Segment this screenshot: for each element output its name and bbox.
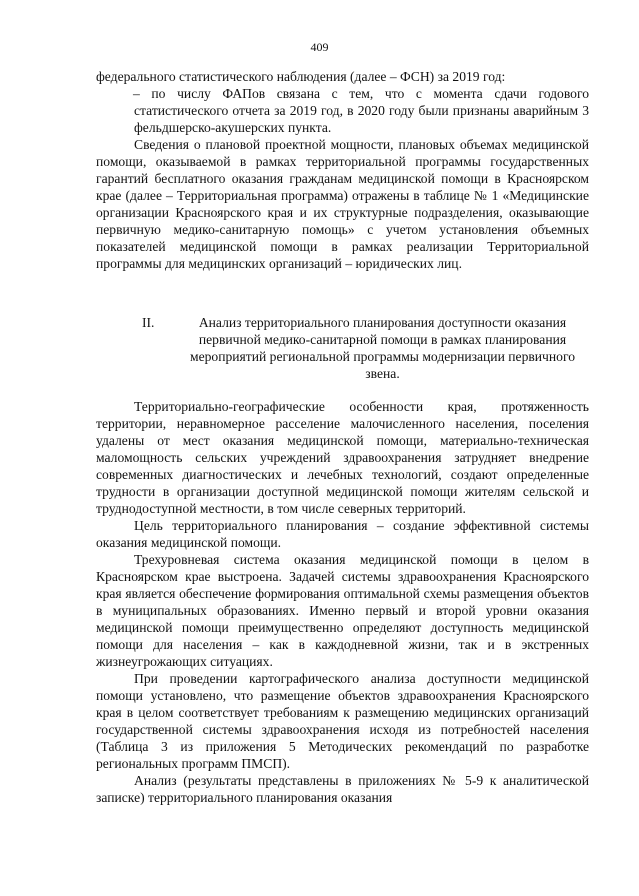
paragraph-fsn-continuation: федерального статистического наблюдения (далее – ФСН) за 2019 год: bbox=[96, 69, 506, 84]
paragraph-three-level-system: Трехуровневая система оказания медицинской помощи в целом в Красноярском крае выстроена. Задачей системы здравоохранения Красноярского края является обеспечение формирования оптимальной схемы размещения объектов в муниципальных образованиях. Именно первый и второй уровни оказания медицинской помощи преимущественно определяют доступность медицинской помощи для населения – как в каждодневной жизни, так и в экстренных жизнеугрожающих ситуациях. bbox=[96, 552, 589, 669]
paragraph-planning-goal: Цель территориального планирования – создание эффективной системы оказания медицинской помощи. bbox=[96, 518, 589, 550]
analysis-text-block bbox=[96, 398, 589, 806]
paragraph-geography: Территориально-географические особенности края, протяженность территории, неравномерное расселение малочисленного населения, поселения удалены от мест оказания медицинской помощи, материально-техническая маломощность сельских учреждений здравоохранения затрудняет внедрение современных диагностических и лечебных технологий, создают определенные трудности в организации доступной медицинской помощи жителям сельской и труднодоступной местности, в том числе северных территорий. bbox=[96, 399, 589, 516]
section-title: Анализ территориального планирования доступности оказания первичной медико-санитарной помощи в рамках планирования мероприятий региональной программы модернизации первичного звена. bbox=[189, 315, 576, 381]
paragraph-analysis-results: Анализ (результаты представлены в приложениях № 5-9 к аналитической записке) территориального планирования оказания bbox=[96, 773, 589, 805]
section-number: II. bbox=[142, 315, 155, 330]
paragraph-capacity-info: Сведения о плановой проектной мощности, плановых объемах медицинской помощи, оказываемой в рамках территориальной программы государственных гарантий бесплатного оказания гражданам медицинской помощи в Красноярском крае (далее – Территориальная программа) отражены в таблице № 1 «Медицинские организации Красноярского края и их структурные подразделения, оказывающие первичную медико-санитарную помощь» с учетом установления объемных показателей медицинской помощи в рамках реализации Территориальной программы для медицинских организаций – юридических лиц. bbox=[96, 137, 589, 271]
intro-text-block bbox=[96, 68, 589, 272]
paragraph-cartographic-analysis: При проведении картографического анализа доступности медицинской помощи установлено, что размещение объектов здравоохранения Красноярского края в целом соответствует требованиям к размещению медицинских организаций государственной системы здравоохранения исходя из потребностей населения (Таблица 3 из приложения 5 Методических рекомендаций по разработке региональных программ ПМСП). bbox=[96, 671, 589, 771]
section-heading bbox=[96, 314, 589, 382]
page-number: 409 bbox=[310, 40, 329, 54]
paragraph-fap-bullet: – по числу ФАПов связана с тем, что с момента сдачи годового статистического отчета за 2019 год, в 2020 году были признаны аварийным 3 фельдшерско-акушерских пункта. bbox=[133, 86, 589, 135]
